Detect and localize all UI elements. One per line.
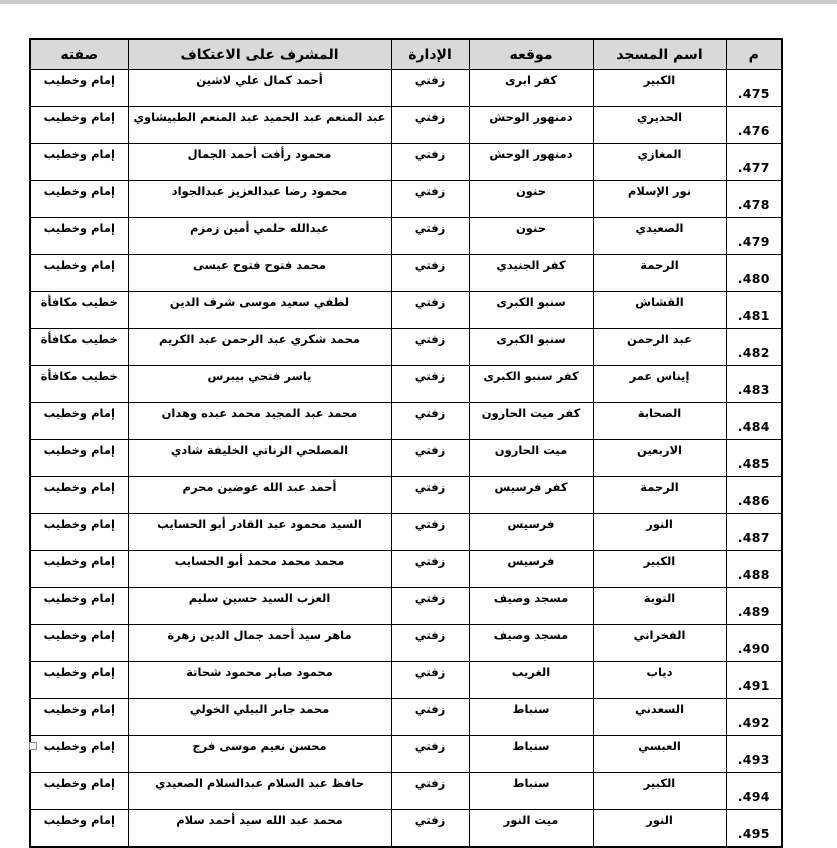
cell-num: .485 [726,440,782,477]
cell-admin: زفتي [391,292,469,329]
cell-mosque: الرحمة [593,255,726,292]
cell-role: إمام وخطيب [30,107,128,144]
cell-supervisor: العزب السيد حسين سليم [128,588,391,625]
table-body [30,70,782,848]
cell-location: كفر الجنيدي [469,255,593,292]
cell-num: .481 [726,292,782,329]
cell-num: .491 [726,662,782,699]
cell-num: .484 [726,403,782,440]
cell-mosque: الاربعين [593,440,726,477]
cell-admin: زفتي [391,477,469,514]
cell-location: مسجد وصيف [469,625,593,662]
cell-supervisor: أحمد كمال علي لاشين [128,70,391,107]
table-row [30,477,782,514]
cell-num: .486 [726,477,782,514]
table-row [30,70,782,107]
cell-location: فرسيس [469,551,593,588]
cell-admin: زفتي [391,255,469,292]
mosque-roster-table [29,38,783,848]
cell-num: .487 [726,514,782,551]
cell-supervisor: عبدالله حلمي أمين زمزم [128,218,391,255]
header-cell-role: صفته [30,39,128,70]
cell-role: إمام وخطيب [30,181,128,218]
cell-role: خطيب مكافأة [30,366,128,403]
cell-mosque: الحديري [593,107,726,144]
cell-supervisor: محسن نعيم موسى فرج [128,736,391,773]
cell-supervisor: عبد المنعم عبد الحميد عبد المنعم الطبيشاوي [128,107,391,144]
cell-location: كفر ابرى [469,70,593,107]
cell-supervisor: محمود رضا عبدالعزيز عبدالجواد [128,181,391,218]
cell-mosque: دياب [593,662,726,699]
header-cell-supervisor: المشرف على الاعتكاف [128,39,391,70]
cell-mosque: النور [593,810,726,848]
cell-role: إمام وخطيب [30,588,128,625]
cell-mosque: الفخراني [593,625,726,662]
cell-supervisor: حافظ عبد السلام عبدالسلام الصعيدي [128,773,391,810]
cell-mosque: نور الإسلام [593,181,726,218]
cell-num: .483 [726,366,782,403]
cell-location: مسجد وصيف [469,588,593,625]
cell-supervisor: محمد فتوح فتوح عيسى [128,255,391,292]
table-row [30,699,782,736]
cell-role: إمام وخطيب [30,144,128,181]
cell-location: كفر سنبو الكبرى [469,366,593,403]
table-row [30,440,782,477]
cell-supervisor: محمد شكري عبد الرحمن عبد الكريم [128,329,391,366]
cell-mosque: إيناس عمر [593,366,726,403]
cell-location: سنباط [469,773,593,810]
cell-mosque: المغازي [593,144,726,181]
cell-mosque: النور [593,514,726,551]
cell-admin: زفتي [391,699,469,736]
cell-location: الغريب [469,662,593,699]
table-header [30,39,782,70]
table-row [30,736,782,773]
cell-num: .490 [726,625,782,662]
cell-role: إمام وخطيب [30,625,128,662]
cell-admin: زفتي [391,144,469,181]
cell-role: إمام وخطيب [30,662,128,699]
cell-num: .476 [726,107,782,144]
cell-supervisor: محمد عبد المجيد محمد عبده وهدان [128,403,391,440]
cell-location: كفر ميت الحارون [469,403,593,440]
cell-location: فرسيس [469,514,593,551]
cell-location: سنباط [469,699,593,736]
cell-admin: زفتي [391,107,469,144]
cell-supervisor: ياسر فتحي بيبرس [128,366,391,403]
cell-role: خطيب مكافأة [30,329,128,366]
cell-supervisor: لطفي سعيد موسى شرف الدين [128,292,391,329]
table-row [30,588,782,625]
cell-num: .492 [726,699,782,736]
cell-location: ميت النور [469,810,593,848]
cell-role: إمام وخطيب [30,477,128,514]
cell-role: إمام وخطيب [30,70,128,107]
cell-num: .494 [726,773,782,810]
cell-mosque: عبد الرحمن [593,329,726,366]
cell-supervisor: محمود صابر محمود شحاتة [128,662,391,699]
cell-admin: زفتي [391,514,469,551]
table-row [30,292,782,329]
cell-admin: زفتي [391,551,469,588]
header-cell-admin: الإدارة [391,39,469,70]
cell-location: كفر فرسيس [469,477,593,514]
cell-admin: زفتي [391,218,469,255]
table-row [30,551,782,588]
cell-admin: زفتي [391,588,469,625]
cell-supervisor: محمد محمد محمد أبو الحسايب [128,551,391,588]
header-row [30,39,782,70]
cell-location: حنون [469,218,593,255]
cell-num: .482 [726,329,782,366]
cell-admin: زفتي [391,662,469,699]
cell-role: إمام وخطيب [30,440,128,477]
cell-admin: زفتي [391,773,469,810]
cell-admin: زفتي [391,403,469,440]
window-top-bar [0,0,837,4]
cell-supervisor: أحمد عبد الله عوضين محرم [128,477,391,514]
table-row [30,218,782,255]
cell-num: .489 [726,588,782,625]
cell-mosque: السعدني [593,699,726,736]
table-row [30,181,782,218]
table-row [30,329,782,366]
cell-supervisor: محمد جابر البيلي الخولي [128,699,391,736]
table-row [30,144,782,181]
header-cell-location: موقعه [469,39,593,70]
table-row [30,810,782,848]
cell-role: إمام وخطيب [30,551,128,588]
cell-mosque: الصحابة [593,403,726,440]
cell-mosque: الكبير [593,70,726,107]
table-row [30,662,782,699]
cell-location: ميت الحارون [469,440,593,477]
cell-admin: زفتي [391,329,469,366]
cell-supervisor: السيد محمود عبد القادر أبو الحسايب [128,514,391,551]
cell-role: إمام وخطيب [30,699,128,736]
header-cell-number: م [726,39,782,70]
cell-supervisor: محمود رأفت أحمد الجمال [128,144,391,181]
cell-admin: زفتي [391,736,469,773]
cell-mosque: الكبير [593,551,726,588]
table-row [30,403,782,440]
cell-mosque: العبسي [593,736,726,773]
table-resize-handle[interactable] [29,742,37,750]
cell-role: إمام وخطيب [30,810,128,848]
cell-role: خطيب مكافأة [30,292,128,329]
cell-num: .495 [726,810,782,848]
cell-location: دمنهور الوحش [469,144,593,181]
cell-location: سنبو الكبرى [469,292,593,329]
cell-num: .480 [726,255,782,292]
cell-supervisor: ماهر سيد أحمد جمال الدين زهرة [128,625,391,662]
cell-mosque: القشاش [593,292,726,329]
cell-supervisor: المصلحي الزناتي الخليفة شادي [128,440,391,477]
cell-role: إمام وخطيب [30,514,128,551]
cell-admin: زفتي [391,810,469,848]
cell-role: إمام وخطيب [30,403,128,440]
cell-admin: زفتي [391,181,469,218]
table-row [30,366,782,403]
cell-num: .478 [726,181,782,218]
cell-role: إمام وخطيب [30,773,128,810]
cell-mosque: التوبة [593,588,726,625]
cell-location: دمنهور الوحش [469,107,593,144]
cell-mosque: الصعيدي [593,218,726,255]
cell-admin: زفتي [391,70,469,107]
cell-num: .479 [726,218,782,255]
cell-num: .488 [726,551,782,588]
cell-admin: زفتي [391,366,469,403]
cell-role: إمام وخطيب [30,218,128,255]
cell-num: .477 [726,144,782,181]
cell-num: .475 [726,70,782,107]
cell-location: حنون [469,181,593,218]
cell-num: .493 [726,736,782,773]
cell-admin: زفتي [391,440,469,477]
table-row [30,625,782,662]
cell-mosque: الرحمة [593,477,726,514]
table-row [30,773,782,810]
table-row [30,514,782,551]
cell-location: سنبو الكبرى [469,329,593,366]
cell-location: سنباط [469,736,593,773]
table-row [30,255,782,292]
cell-admin: زفتي [391,625,469,662]
cell-role: إمام وخطيب [30,255,128,292]
cell-role: إمام وخطيب [30,736,128,773]
cell-supervisor: محمد عبد الله سيد أحمد سلام [128,810,391,848]
header-cell-mosque: اسم المسجد [593,39,726,70]
table-row [30,107,782,144]
cell-mosque: الكبير [593,773,726,810]
